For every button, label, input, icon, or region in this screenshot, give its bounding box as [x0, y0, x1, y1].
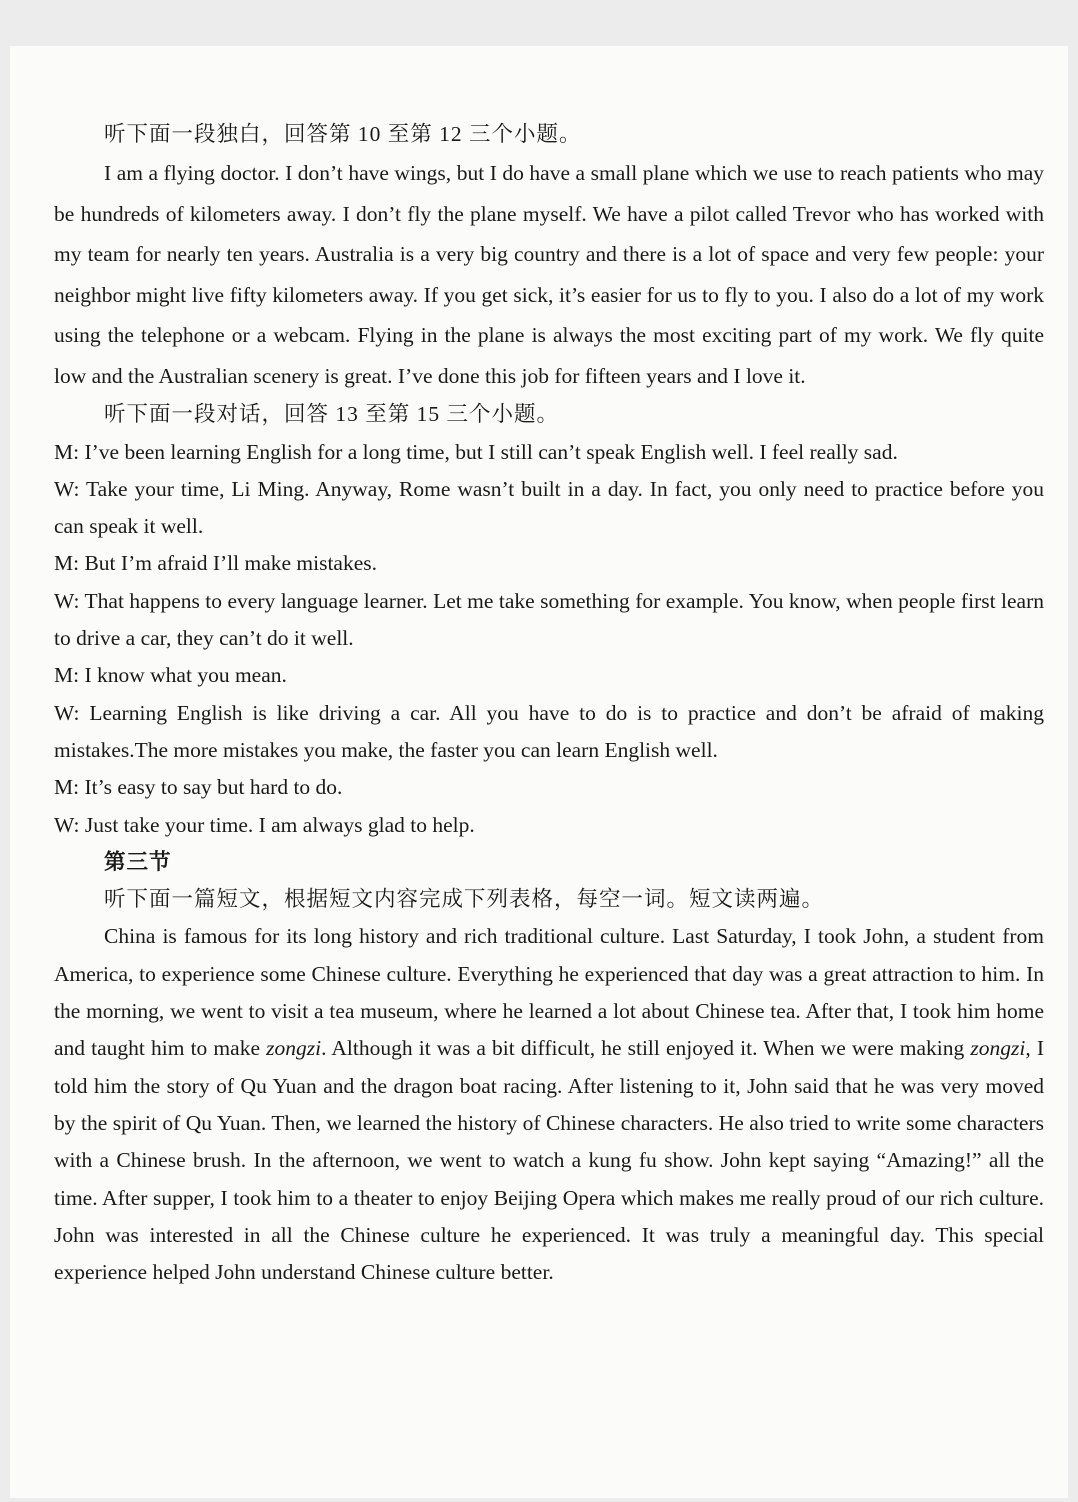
- dialogue-line: M: But I’m afraid I’ll make mistakes.: [54, 551, 378, 576]
- dialogue-line: M: I know what you mean.: [54, 663, 287, 688]
- section-heading-dialogue: 听下面一段对话，回答 13 至第 15 三个小题。: [104, 402, 560, 427]
- section-instruction: 听下面一篇短文，根据短文内容完成下列表格，每空一词。短文读两遍。: [104, 887, 825, 912]
- passage-text: [54, 918, 1044, 1291]
- document-page: [10, 46, 1068, 1498]
- section-heading-monologue: 听下面一段独白，回答第 10 至第 12 三个小题。: [104, 122, 582, 146]
- passage-italic-term: zongzi: [970, 1036, 1026, 1061]
- passage-italic-term: zongzi: [266, 1036, 322, 1061]
- monologue-text: I am a flying doctor. I don’t have wings, but I do have a small plane which we use to reach patients who may be hundreds of kilometers away. I don’t fly the plane myself. We have a pilot called Trevor who has worked with my team for nearly ten years. Australia is a very big country and there is a lot of space and very few people: your neighbor might live fifty kilometers away. If you get sick, it’s easier for us to fly to you. I also do a lot of my work using the telephone or a webcam. Flying in the plane is always the most exciting part of my work. We fly quite low and the Australian scenery is great. I’ve done this job for fifteen years and I love it.: [54, 161, 1044, 388]
- dialogue-line: W: That happens to every language learner. Let me take something for example. You know, when people first learn to drive a car, they can’t do it well.: [54, 588, 1044, 651]
- passage-part: . Although it was a bit difficult, he still enjoyed it. When we were making: [321, 1036, 971, 1061]
- passage-part: China is famous for its long history and rich traditional culture. Last Saturday, I took John, a student from America, to experience some Chinese culture. Everything he experienced that day was a great attraction to him. In the morning, we went to visit a tea museum, where he learned a lot about Chinese tea. After that, I took him home and taught him to make: [54, 924, 1044, 1061]
- dialogue-line: W: Learning English is like driving a car. All you have to do is to practice and don’t be afraid of making mistakes.The more mistakes you make, the faster you can learn English well.: [54, 700, 1044, 762]
- document-content: [54, 116, 1044, 1291]
- section-title: 第三节: [104, 849, 172, 874]
- dialogue-line: W: Take your time, Li Ming. Anyway, Rome wasn’t built in a day. In fact, you only need to practice before you can speak it well.: [54, 476, 1044, 539]
- dialogue: [54, 434, 1044, 844]
- dialogue-line: W: Just take your time. I am always glad to help.: [54, 812, 475, 837]
- dialogue-line: M: It’s easy to say but hard to do.: [54, 775, 343, 800]
- dialogue-line: M: I’ve been learning English for a long time, but I still can’t speak English well. I feel really sad.: [54, 439, 898, 464]
- passage-part: , I told him the story of Qu Yuan and the dragon boat racing. After listening to it, John said that he was very moved by the spirit of Qu Yuan. Then, we learned the history of Chinese characters. He also tried to write some characters with a Chinese brush. In the afternoon, we went to watch a kung fu show. John kept saying “Amazing!” all the time. After supper, I took him to a theater to enjoy Beijing Opera which makes me really proud of our rich culture. John was interested in all the Chinese culture he experienced. It was truly a meaningful day. This special experience helped John understand Chinese culture better.: [54, 1036, 1044, 1285]
